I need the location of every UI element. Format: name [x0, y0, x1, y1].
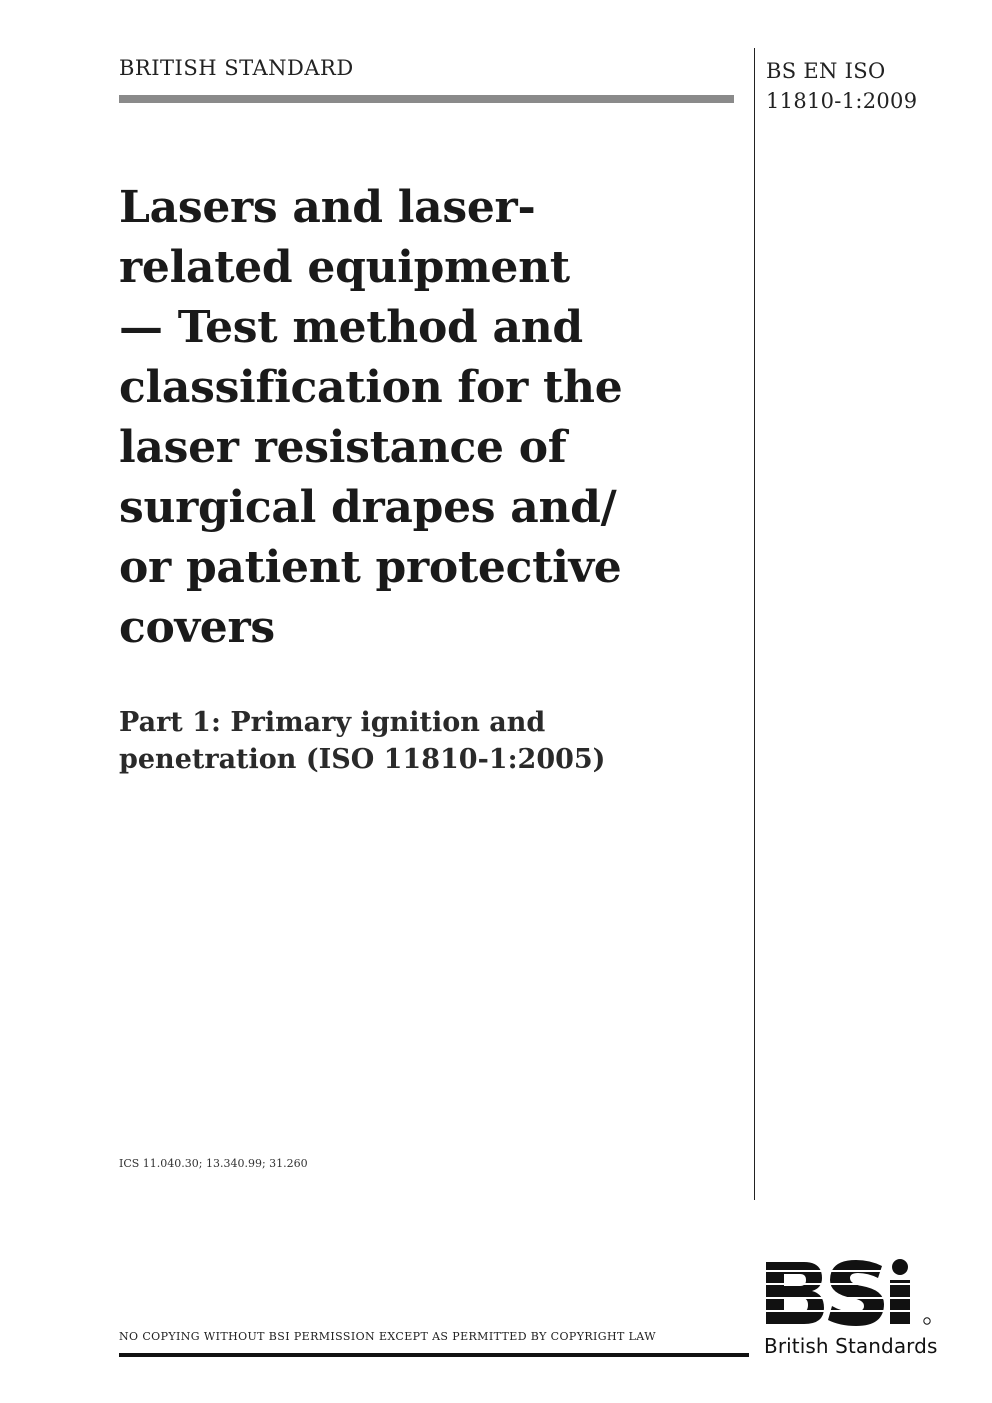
document-id-line-1: BS EN ISO: [766, 59, 886, 83]
header-bar: [119, 95, 734, 103]
title-line: surgical drapes and/: [119, 482, 617, 533]
document-id-line-2: 11810-1:2009: [766, 89, 918, 113]
document-subtitle: [119, 704, 719, 778]
logo-caption: British Standards: [764, 1334, 938, 1358]
ics-codes: ICS 11.040.30; 13.340.99; 31.260: [119, 1157, 308, 1170]
vertical-divider: [754, 48, 755, 1200]
title-line: covers: [119, 602, 275, 653]
title-line: laser resistance of: [119, 422, 567, 473]
standard-type-label: BRITISH STANDARD: [119, 56, 354, 80]
footer-rule: [119, 1353, 749, 1357]
copyright-notice: NO COPYING WITHOUT BSI PERMISSION EXCEPT AS PERMITTED BY COPYRIGHT LAW: [119, 1330, 656, 1343]
document-title: [119, 178, 739, 658]
title-line: Lasers and laser-: [119, 182, 536, 233]
title-line: related equipment: [119, 242, 570, 293]
title-line: classification for the: [119, 362, 623, 413]
subtitle-line: penetration (ISO 11810-1:2005): [119, 744, 606, 775]
title-line: — Test method and: [119, 302, 583, 353]
title-line: or patient protective: [119, 542, 622, 593]
document-id: [766, 56, 917, 116]
subtitle-line: Part 1: Primary ignition and: [119, 707, 546, 738]
bsi-logo: [764, 1258, 934, 1326]
